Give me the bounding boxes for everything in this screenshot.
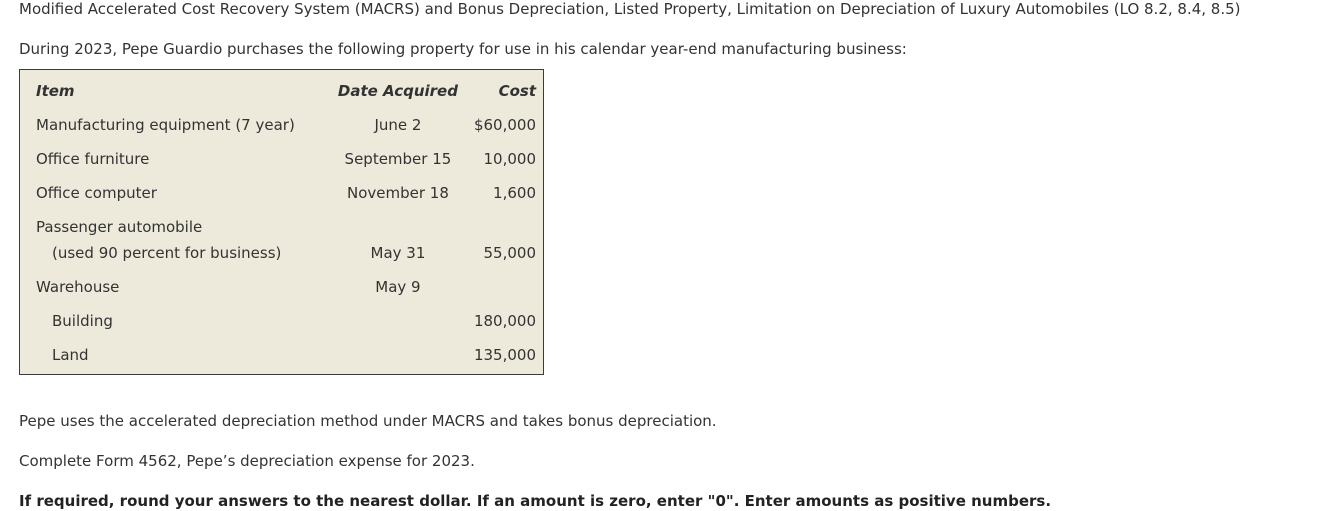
cell-date-acquired bbox=[329, 304, 467, 338]
table-row bbox=[29, 108, 543, 142]
problem-title: Modified Accelerated Cost Recovery System (MACRS) and Bonus Depreciation, Listed Property, Limitation on Depreciation of Luxury Automobiles (LO 8.2, 8.4, 8.5) bbox=[19, 0, 1241, 18]
cell-item: Office computer bbox=[36, 184, 157, 202]
table-row bbox=[29, 304, 543, 338]
cell-item: Building bbox=[52, 312, 113, 330]
table-row bbox=[29, 210, 543, 236]
cell-item: Warehouse bbox=[36, 278, 120, 296]
cell-cost: 135,000 bbox=[473, 346, 536, 364]
property-table bbox=[19, 69, 544, 375]
table-header-row bbox=[29, 74, 543, 108]
cell-cost: 1,600 bbox=[493, 184, 536, 202]
cell-item: Passenger automobile bbox=[36, 218, 203, 236]
cell-cost: $60,000 bbox=[473, 116, 536, 134]
table-row bbox=[29, 338, 543, 372]
cell-item: Office furniture bbox=[36, 150, 150, 168]
table-row bbox=[29, 176, 543, 210]
cell-date-acquired: September 15 bbox=[344, 150, 452, 168]
instruction-text: If required, round your answers to the nearest dollar. If an amount is zero, enter "0". Enter amounts as positive numbers. bbox=[19, 492, 1052, 510]
cell-date-acquired: May 31 bbox=[370, 244, 426, 262]
cell-item-continuation: (used 90 percent for business) bbox=[52, 244, 282, 262]
cell-item: Land bbox=[52, 346, 89, 364]
cell-date-acquired: November 18 bbox=[346, 184, 449, 202]
cell-cost: 10,000 bbox=[483, 150, 536, 168]
table-row bbox=[29, 142, 543, 176]
cell-date-acquired bbox=[329, 338, 467, 372]
cell-cost: 180,000 bbox=[473, 312, 536, 330]
cell-date-acquired: June 2 bbox=[374, 116, 422, 134]
table-row bbox=[29, 270, 543, 304]
method-text: Pepe uses the accelerated depreciation method under MACRS and takes bonus depreciation. bbox=[19, 412, 717, 430]
cell-cost: 55,000 bbox=[483, 244, 536, 262]
cell-cost bbox=[467, 270, 543, 304]
table-row-continuation bbox=[29, 236, 543, 270]
column-header-item: Item bbox=[36, 82, 75, 100]
cell-date-acquired: May 9 bbox=[375, 278, 421, 296]
column-header-cost: Cost bbox=[498, 82, 536, 100]
intro-text: During 2023, Pepe Guardio purchases the following property for use in his calendar year-end manufacturing business: bbox=[19, 40, 907, 58]
task-text: Complete Form 4562, Pepe’s depreciation expense for 2023. bbox=[19, 452, 475, 470]
cell-item: Manufacturing equipment (7 year) bbox=[36, 116, 295, 134]
column-header-date-acquired: Date Acquired bbox=[337, 82, 458, 100]
